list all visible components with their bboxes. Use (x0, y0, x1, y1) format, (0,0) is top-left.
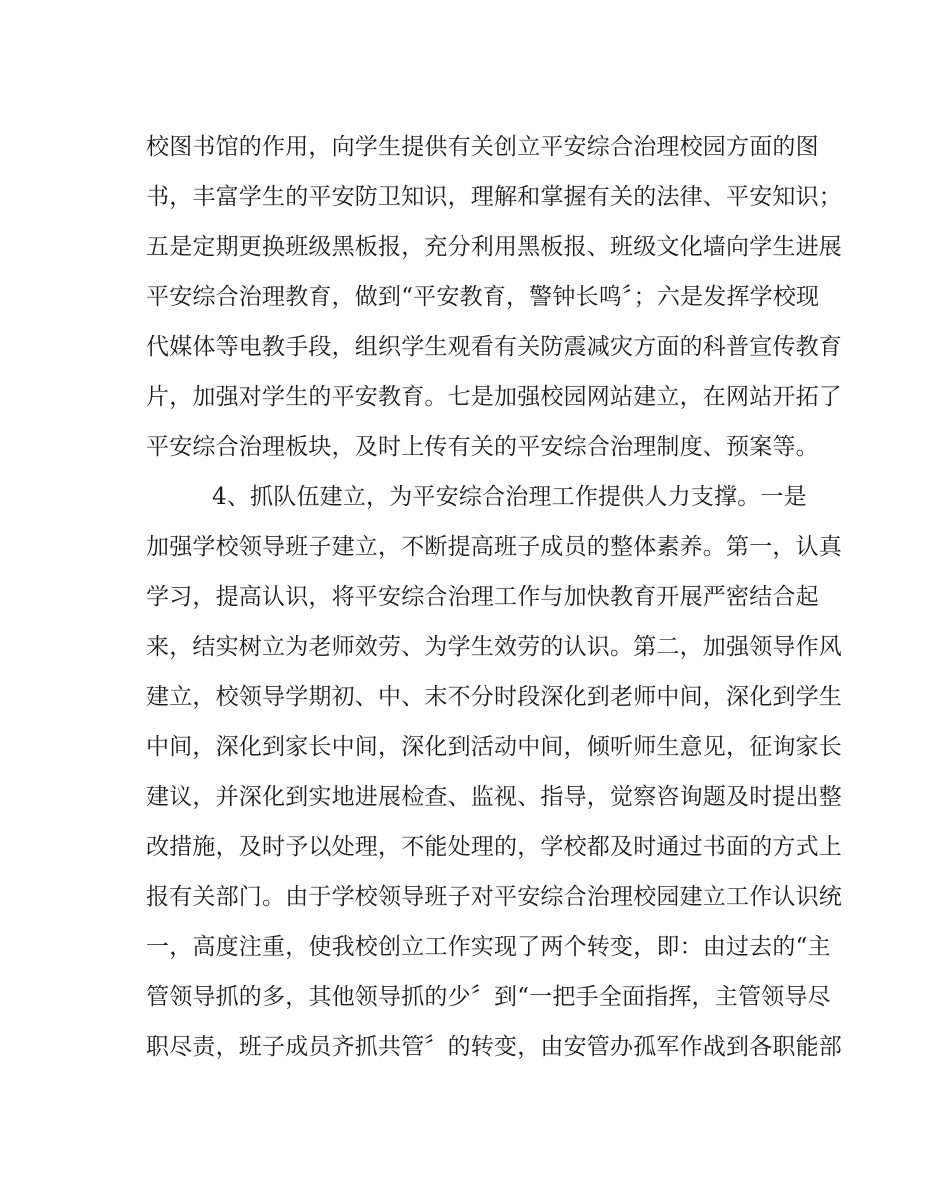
text-line: 来，结实树立为老师效劳、为学生效劳的认识。第二，加强领导作风 (146, 634, 842, 660)
text-line: 平安综合治理板块，及时上传有关的平安综合治理制度、预案等。 (146, 434, 819, 460)
text-line: 平安综合治理教育，做到“平安教育，警钟长鸣〞；六是发挥学校现 (146, 284, 820, 310)
text-line: 片，加强对学生的平安教育。七是加强校园网站建立，在网站开拓了 (146, 384, 842, 410)
text-line: 报有关部门。由于学校领导班子对平安综合治理校园建立工作认识统 (146, 884, 842, 910)
text-line: 加强学校领导班子建立，不断提高班子成员的整体素养。第一，认真 (146, 534, 842, 560)
text-line: 职尽责，班子成员齐抓共管〞的转变，由安管办孤军作战到各职能部 (146, 1034, 842, 1060)
text-line: 五是定期更换班级黑板报，充分利用黑板报、班级文化墙向学生进展 (146, 234, 842, 260)
text-line: 改措施，及时予以处理，不能处理的，学校都及时通过书面的方式上 (146, 834, 842, 860)
text-line: 书，丰富学生的平安防卫知识，理解和掌握有关的法律、平安知识； (146, 184, 842, 210)
text-line: 建议，并深化到实地进展检查、监视、指导，觉察咨询题及时提出整 (146, 784, 842, 810)
text-line: 建立，校领导学期初、中、末不分时段深化到老师中间，深化到学生 (146, 684, 842, 710)
text-line: 校图书馆的作用，向学生提供有关创立平安综合治理校园方面的图 (146, 134, 819, 160)
paragraph-start-line: 4、抓队伍建立，为平安综合治理工作提供人力支撑。一是 (212, 484, 807, 510)
text-line: 学习，提高认识，将平安综合治理工作与加快教育开展严密结合起 (146, 584, 819, 610)
text-line: 一，高度注重，使我校创立工作实现了两个转变，即：由过去的“主 (146, 934, 831, 960)
text-line: 中间，深化到家长中间，深化到活动中间，倾听师生意见，征询家长 (146, 734, 842, 760)
text-line: 管领导抓的多，其他领导抓的少〞到“一把手全面指挥，主管领导尽 (146, 984, 831, 1010)
text-line: 代媒体等电教手段，组织学生观看有关防震减灾方面的科普宣传教育 (146, 334, 842, 360)
